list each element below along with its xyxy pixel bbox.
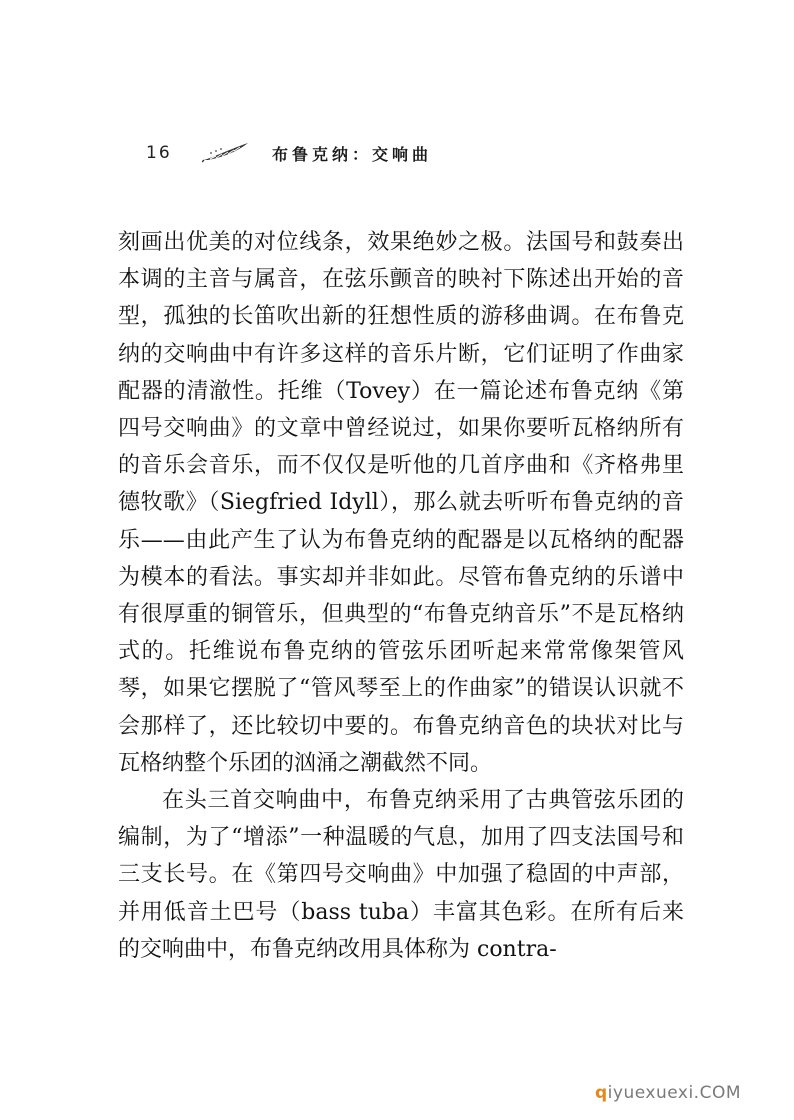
paragraph-1: 刻画出优美的对位线条，效果绝妙之极。法国号和鼓奏出本调的主音与属音，在弦乐颤音的映衬下陈述出开始的音型，孤独的长笛吹出新的狂想性质的游移曲调。在布鲁克纳的交响曲中有许多这样的音乐片断，它们证明了作曲家配器的清澈性。托维（Tovey）在一篇论述布鲁克纳《第四号交响曲》的文章中曾经说过，如果你要听瓦格纳所有的音乐会音乐，而不仅仅是听他的几首序曲和《齐格弗里德牧歌》（Siegfried Idyll），那么就去听听布鲁克纳的音乐——由此产生了认为布鲁克纳的配器是以瓦格纳的配器为模本的看法。事实却并非如此。尽管布鲁克纳的乐谱中有很厚重的铜管乐，但典型的“布鲁克纳音乐”不是瓦格纳式的。托维说布鲁克纳的管弦乐团听起来常常像架管风琴，如果它摆脱了“管风琴至上的作曲家”的错误认识就不会那样了，还比较切中要的。布鲁克纳音色的块状对比与瓦格纳整个乐团的汹涌之潮截然不同。 <box>118 230 684 776</box>
running-title: 布鲁克纳：交响曲 <box>272 145 433 164</box>
watermark-prefix: q <box>595 1083 608 1103</box>
quill-pen-icon <box>202 140 250 164</box>
page-number: 16 <box>146 143 172 163</box>
page-header <box>146 138 566 170</box>
body-text <box>118 224 684 968</box>
paragraph-2: 在头三首交响曲中，布鲁克纳采用了古典管弦乐团的编制，为了“增添”一种温暖的气息，加用了四支法国号和三支长号。在《第四号交响曲》中加强了稳固的中声部，并用低音土巴号（bass tuba）丰富其色彩。在所有后来的交响曲中，布鲁克纳改用具体称为 contra- <box>118 788 684 962</box>
watermark-text: iyuexuexi.COM <box>607 1083 741 1103</box>
site-watermark <box>595 1083 741 1103</box>
